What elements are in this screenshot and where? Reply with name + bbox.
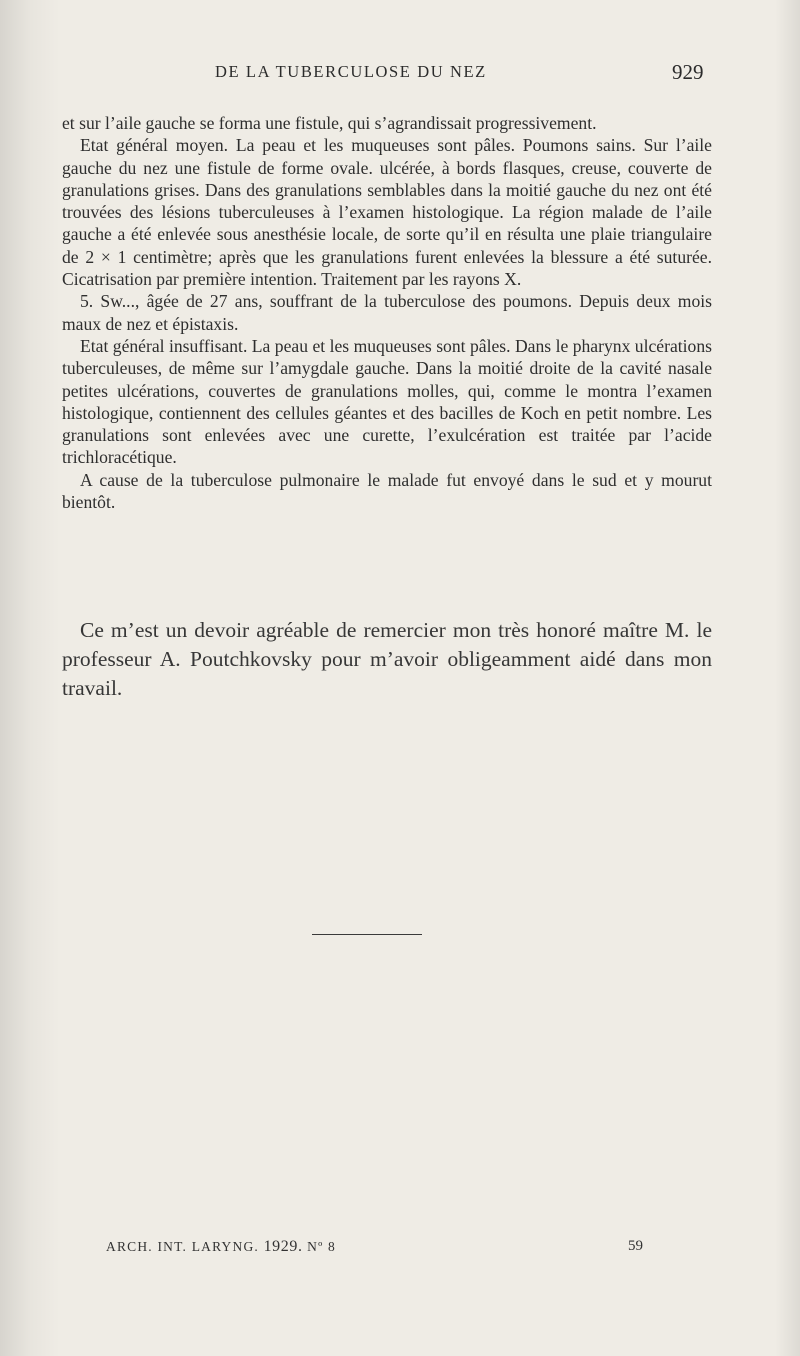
- paragraph: et sur l’aile gauche se forma une fistule, qui s’agrandissait progressivement.: [62, 113, 597, 133]
- journal-year: 1929.: [263, 1238, 303, 1255]
- paragraph: A cause de la tuberculose pulmonaire le malade fut envoyé dans le sud et y mourut bientôt.: [62, 469, 712, 513]
- acknowledgement-text: Ce m’est un devoir agréable de remercier mon très honoré maître M. le professeur A. Poutchkovsky pour m’avoir obligeamment aidé dans mon travail.: [62, 618, 712, 700]
- journal-name: ARCH. INT. LARYNG.: [106, 1239, 259, 1254]
- signature-mark: 59: [628, 1238, 643, 1254]
- footer-journal-line: [106, 1238, 336, 1256]
- paragraph: Etat général insuffisant. La peau et les muqueuses sont pâles. Dans le pharynx ulcérations tuberculeuses, de même sur l’amygdale gauche. Dans la moitié droite de la cavité nasale petites ulcérations, couvertes de granulations molles, qui, comme le montra l’examen histologique, contiennent des cellules géantes et des bacilles de Koch en petit nombre. Les granulations sont enlevées avec une curette, l’exulcération est traitée par l’acide trichloracétique.: [62, 335, 712, 468]
- paragraph: 5. Sw..., âgée de 27 ans, souffrant de la tuberculose des poumons. Depuis deux mois maux de nez et épistaxis.: [62, 291, 712, 334]
- journal-issue: Nº 8: [307, 1239, 337, 1254]
- running-header-title: DE LA TUBERCULOSE DU NEZ: [215, 62, 487, 81]
- page-number: 929: [672, 60, 704, 84]
- body-text: [62, 112, 712, 513]
- paragraph: Etat général moyen. La peau et les muqueuses sont pâles. Poumons sains. Sur l’aile gauche du nez une fistule de forme ovale. ulcérée, à bords flasques, creuse, couverte de granulations grises. Dans des granulations semblables dans la moitié gauche du nez ont été trouvées des lésions tuberculeuses à l’examen histologique. La région malade de l’aile gauche a été enlevée sous anesthésie locale, de sorte qu’il en résulta une plaie triangulaire de 2 × 1 centimètre; après que les granulations furent enlevées la blessure a été suturée. Cicatrisation par première intention. Traitement par les rayons X.: [62, 135, 712, 290]
- section-divider: [312, 934, 422, 935]
- acknowledgement-block: [62, 616, 712, 703]
